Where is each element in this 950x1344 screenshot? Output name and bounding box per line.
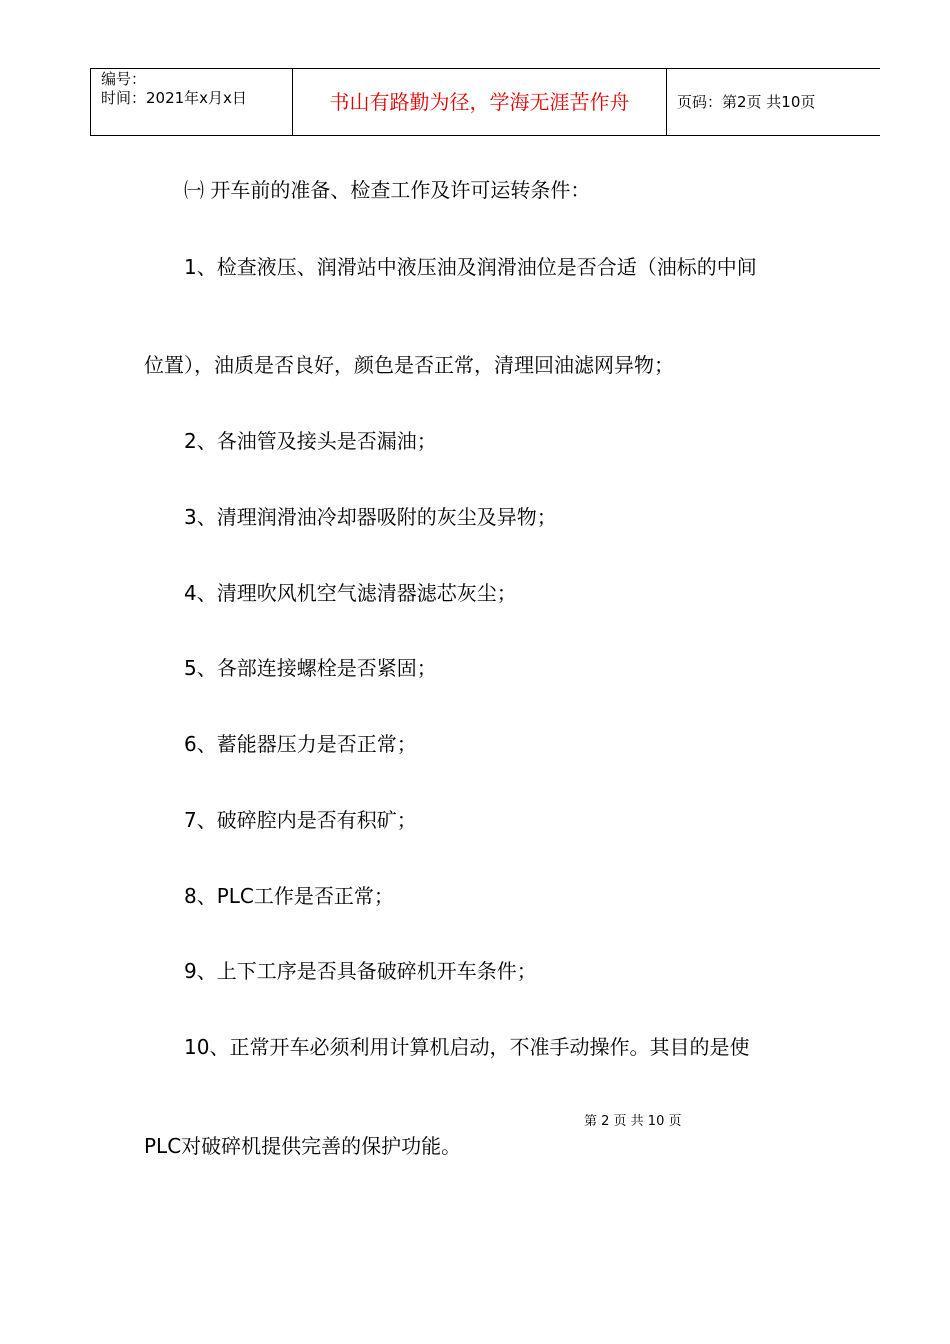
header-motto-cell bbox=[293, 69, 667, 135]
list-item-10-line-1: 10、正常开车必须利用计算机启动，不准手动操作。其目的是使 bbox=[184, 1035, 750, 1059]
header-page-info: 页码：第2页 共10页 bbox=[677, 93, 816, 111]
header-motto: 书山有路勤为径，学海无涯苦作舟 bbox=[329, 90, 630, 114]
list-item-4: 4、清理吹风机空气滤清器滤芯灰尘； bbox=[184, 581, 517, 605]
footer-page-number: 第 2 页 共 10 页 bbox=[584, 1114, 682, 1129]
list-item-6: 6、蓄能器压力是否正常； bbox=[184, 732, 417, 756]
document-date-label: 时间：2021年x月x日 bbox=[101, 89, 247, 107]
header-meta-cell bbox=[91, 69, 293, 135]
list-item-3: 3、清理润滑油冷却器吸附的灰尘及异物； bbox=[184, 505, 557, 529]
list-item-1-line-1: 1、检查液压、润滑站中液压油及润滑油位是否合适（油标的中间 bbox=[184, 255, 757, 279]
header-page-cell bbox=[667, 69, 880, 135]
list-item-5: 5、各部连接螺栓是否紧固； bbox=[184, 656, 437, 680]
document-number-label: 编号： bbox=[101, 70, 147, 88]
section-title: ㈠ 开车前的准备、检查工作及许可运转条件： bbox=[184, 178, 591, 202]
list-item-9: 9、上下工序是否具备破碎机开车条件； bbox=[184, 959, 537, 983]
list-item-8: 8、PLC工作是否正常； bbox=[184, 884, 394, 908]
list-item-1-line-2: 位置），油质是否良好，颜色是否正常，清理回油滤网异物； bbox=[144, 353, 674, 377]
list-item-7: 7、破碎腔内是否有积矿； bbox=[184, 808, 417, 832]
document-header bbox=[90, 68, 880, 136]
list-item-10-line-2: PLC对破碎机提供完善的保护功能。 bbox=[144, 1134, 462, 1158]
list-item-2: 2、各油管及接头是否漏油； bbox=[184, 429, 437, 453]
